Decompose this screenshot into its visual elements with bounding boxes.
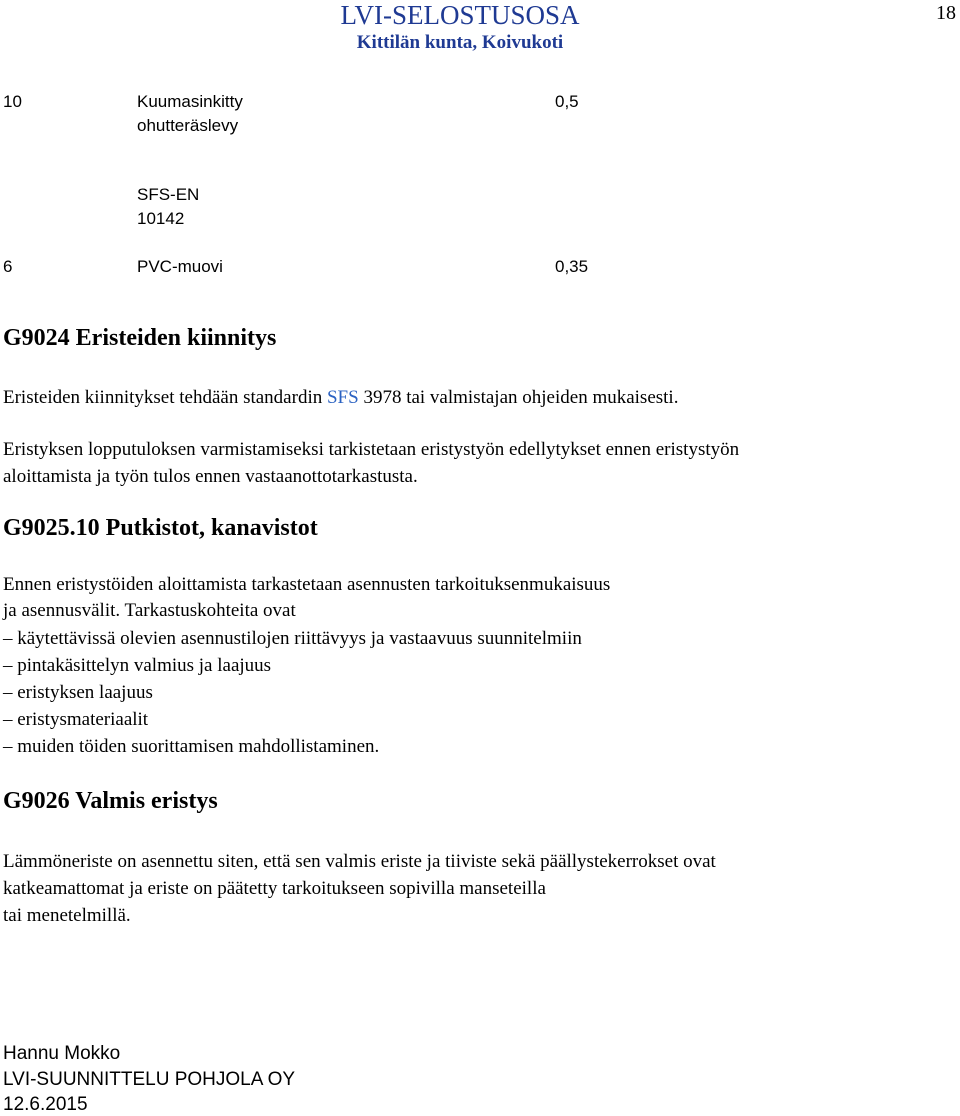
table-cell-material: PVC-muovi — [137, 257, 223, 276]
section-paragraph-line: Ennen eristystöiden aloittamista tarkastetaan asennusten tarkoituksenmukaisuus — [3, 574, 611, 595]
paragraph-text: 3978 tai valmistajan ohjeiden mukaisesti. — [358, 387, 679, 408]
page-number: 18 — [936, 2, 956, 24]
list-item: – eristyksen laajuus — [3, 682, 153, 703]
section-paragraph-line: Eristyksen lopputuloksen varmistamiseksi tarkistetaan eristystyön edellytykset ennen eristystyön — [3, 439, 740, 460]
table-cell-thickness-class: 6 — [3, 257, 13, 276]
table-cell-thickness-class: 10 — [3, 92, 22, 111]
section-paragraph — [3, 384, 678, 411]
company-name: LVI-SUUNNITTELU POHJOLA OY — [3, 1069, 296, 1090]
list-item: – käytettävissä olevien asennustilojen riittävyys ja vastaavuus suunnitelmiin — [3, 628, 582, 649]
paragraph-text: Eristeiden kiinnitykset tehdään standardin — [3, 387, 327, 408]
section-heading-g9026: G9026 Valmis eristys — [3, 788, 218, 814]
list-item: – pintakäsittelyn valmius ja laajuus — [3, 655, 272, 676]
document-subtitle: Kittilän kunta, Koivukoti — [356, 32, 564, 53]
document-date: 12.6.2015 — [3, 1094, 88, 1115]
section-paragraph-line: katkeamattomat ja eriste on päätetty tarkoitukseen sopivilla manseteilla — [3, 878, 546, 899]
document-title: LVI-SELOSTUSOSA — [340, 0, 580, 30]
section-paragraph-line: tai menetelmillä. — [3, 905, 131, 926]
section-heading-g9025: G9025.10 Putkistot, kanavistot — [3, 515, 318, 541]
table-cell-material: Kuumasinkitty — [137, 92, 243, 111]
table-cell-standard: 10142 — [137, 209, 185, 228]
section-paragraph-line: ja asennusvälit. Tarkastuskohteita ovat — [3, 600, 296, 621]
table-cell-standard: SFS-EN — [137, 185, 200, 204]
table-cell-value: 0,35 — [555, 257, 589, 276]
section-paragraph-line: aloittamista ja työn tulos ennen vastaanottotarkastusta. — [3, 466, 418, 487]
list-item: – muiden töiden suorittamisen mahdollistaminen. — [3, 736, 380, 757]
section-paragraph-line: Lämmöneriste on asennettu siten, että sen valmis eriste ja tiiviste sekä päällystekerrokset ovat — [3, 851, 716, 872]
table-cell-value: 0,5 — [555, 92, 579, 111]
sfs-link[interactable]: SFS — [326, 387, 359, 408]
list-item: – eristysmateriaalit — [3, 709, 149, 730]
section-heading-g9024: G9024 Eristeiden kiinnitys — [3, 325, 277, 351]
table-cell-material: ohutteräslevy — [137, 116, 239, 135]
author-name: Hannu Mokko — [3, 1043, 121, 1064]
